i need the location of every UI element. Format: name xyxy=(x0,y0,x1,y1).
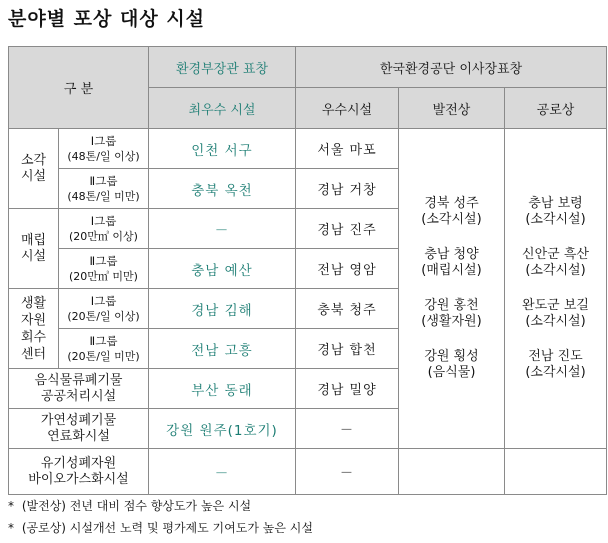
header-excellent-facility: 우수시설 xyxy=(296,88,399,129)
category-label: 매립 xyxy=(20,232,47,248)
category-landfill xyxy=(9,209,59,289)
merit-award-empty-cell xyxy=(505,449,607,495)
development-award-empty-cell xyxy=(399,449,505,495)
best-facility-cell: － xyxy=(149,449,296,495)
category-label: 소각 xyxy=(20,152,47,168)
best-facility-cell: － xyxy=(149,209,296,249)
list-item-name: 신안군 흑산 xyxy=(522,247,589,262)
list-item-name: 강원 횡성 xyxy=(424,349,479,364)
list-item xyxy=(399,196,504,228)
excellent-facility-cell: 경남 밀양 xyxy=(296,369,399,409)
footnote-text: (발전상) 전년 대비 점수 향상도가 높은 시설 xyxy=(21,499,252,513)
header-minister-award: 환경부장관 표창 xyxy=(149,47,296,88)
best-facility-cell: 전남 고흥 xyxy=(149,329,296,369)
group-cell xyxy=(59,209,149,249)
group-cell xyxy=(59,249,149,289)
group-cell xyxy=(59,169,149,209)
group-cell xyxy=(59,129,149,169)
category-label: 음식물류폐기물 xyxy=(34,372,123,388)
category-label: 센터 xyxy=(20,346,47,362)
list-item-name: 충남 청양 xyxy=(424,247,479,262)
group-label: Ⅰ그룹 xyxy=(90,133,117,148)
merit-award-list xyxy=(505,129,607,449)
header-category: 구 분 xyxy=(9,47,149,129)
list-item-name: 강원 홍천 xyxy=(424,298,479,313)
group-label: Ⅰ그룹 xyxy=(90,213,117,228)
group-condition: (48톤/일 이상) xyxy=(67,149,140,163)
list-item xyxy=(399,349,504,381)
group-condition: (20만㎥ 이상) xyxy=(69,229,138,243)
footnote-bullet: * xyxy=(8,521,14,535)
category-label: 공공처리시설 xyxy=(40,388,117,404)
category-label: 자원 xyxy=(20,312,47,328)
category-label: 회수 xyxy=(20,329,47,345)
group-condition: (48톤/일 미만) xyxy=(67,189,140,203)
group-cell xyxy=(59,289,149,329)
excellent-facility-cell: － xyxy=(296,449,399,495)
group-label: Ⅱ그룹 xyxy=(89,253,118,268)
category-label: 시설 xyxy=(20,248,47,264)
category-recycling-center xyxy=(9,289,59,369)
list-item xyxy=(399,298,504,330)
group-condition: (20만㎥ 미만) xyxy=(69,269,138,283)
list-item xyxy=(505,349,606,381)
list-item xyxy=(505,298,606,330)
group-cell xyxy=(59,329,149,369)
category-label: 가연성폐기물 xyxy=(40,412,117,428)
category-organic-biogas xyxy=(9,449,149,495)
list-item-type: (매립시설) xyxy=(421,263,482,278)
excellent-facility-cell: 경남 합천 xyxy=(296,329,399,369)
list-item-name: 충남 보령 xyxy=(528,196,583,211)
list-item-name: 완도군 보길 xyxy=(522,298,589,313)
list-item xyxy=(505,247,606,279)
category-food-waste xyxy=(9,369,149,409)
best-facility-cell: 충북 옥천 xyxy=(149,169,296,209)
list-item-name: 경북 성주 xyxy=(424,196,479,211)
list-item-type: (소각시설) xyxy=(525,365,586,380)
category-label: 연료화시설 xyxy=(47,428,110,444)
best-facility-cell: 인천 서구 xyxy=(149,129,296,169)
best-facility-cell: 충남 예산 xyxy=(149,249,296,289)
group-condition: (20톤/일 이상) xyxy=(67,309,140,323)
footnote-bullet: * xyxy=(8,499,14,513)
excellent-facility-cell: － xyxy=(296,409,399,449)
list-item-type: (소각시설) xyxy=(421,212,482,227)
development-award-list xyxy=(399,129,505,449)
list-item-type: (음식물) xyxy=(427,365,476,380)
list-item xyxy=(399,247,504,279)
category-incineration xyxy=(9,129,59,209)
group-label: Ⅱ그룹 xyxy=(89,173,118,188)
table-row xyxy=(9,129,607,169)
award-table xyxy=(8,46,607,495)
group-condition: (20톤/일 미만) xyxy=(67,349,140,363)
category-combustible-fuel xyxy=(9,409,149,449)
footnote-text: (공로상) 시설개선 노력 및 평가제도 기여도가 높은 시설 xyxy=(21,521,313,535)
excellent-facility-cell: 충북 청주 xyxy=(296,289,399,329)
list-item-type: (생활자원) xyxy=(421,314,482,329)
list-item-type: (소각시설) xyxy=(525,263,586,278)
best-facility-cell: 부산 동래 xyxy=(149,369,296,409)
footnote-merit xyxy=(8,519,606,536)
excellent-facility-cell: 서울 마포 xyxy=(296,129,399,169)
list-item-name: 전남 진도 xyxy=(528,349,583,364)
best-facility-cell: 강원 원주(1호기) xyxy=(149,409,296,449)
header-merit-award: 공로상 xyxy=(505,88,607,129)
category-label: 시설 xyxy=(20,168,47,184)
list-item-type: (소각시설) xyxy=(525,314,586,329)
category-label: 생활 xyxy=(20,295,47,311)
table-row xyxy=(9,449,607,495)
footnote-development xyxy=(8,497,606,514)
header-development-award: 발전상 xyxy=(399,88,505,129)
excellent-facility-cell: 전남 영암 xyxy=(296,249,399,289)
list-item-type: (소각시설) xyxy=(525,212,586,227)
best-facility-cell: 경남 김해 xyxy=(149,289,296,329)
group-label: Ⅰ그룹 xyxy=(90,293,117,308)
excellent-facility-cell: 경남 거창 xyxy=(296,169,399,209)
excellent-facility-cell: 경남 진주 xyxy=(296,209,399,249)
category-label: 바이오가스화시설 xyxy=(28,471,129,487)
category-label: 유기성폐자원 xyxy=(40,455,117,471)
list-item xyxy=(505,196,606,228)
header-kec-award: 한국환경공단 이사장표창 xyxy=(296,47,607,88)
group-label: Ⅱ그룹 xyxy=(89,333,118,348)
page-title: 분야별 포상 대상 시설 xyxy=(8,8,206,30)
header-best-facility: 최우수 시설 xyxy=(149,88,296,129)
